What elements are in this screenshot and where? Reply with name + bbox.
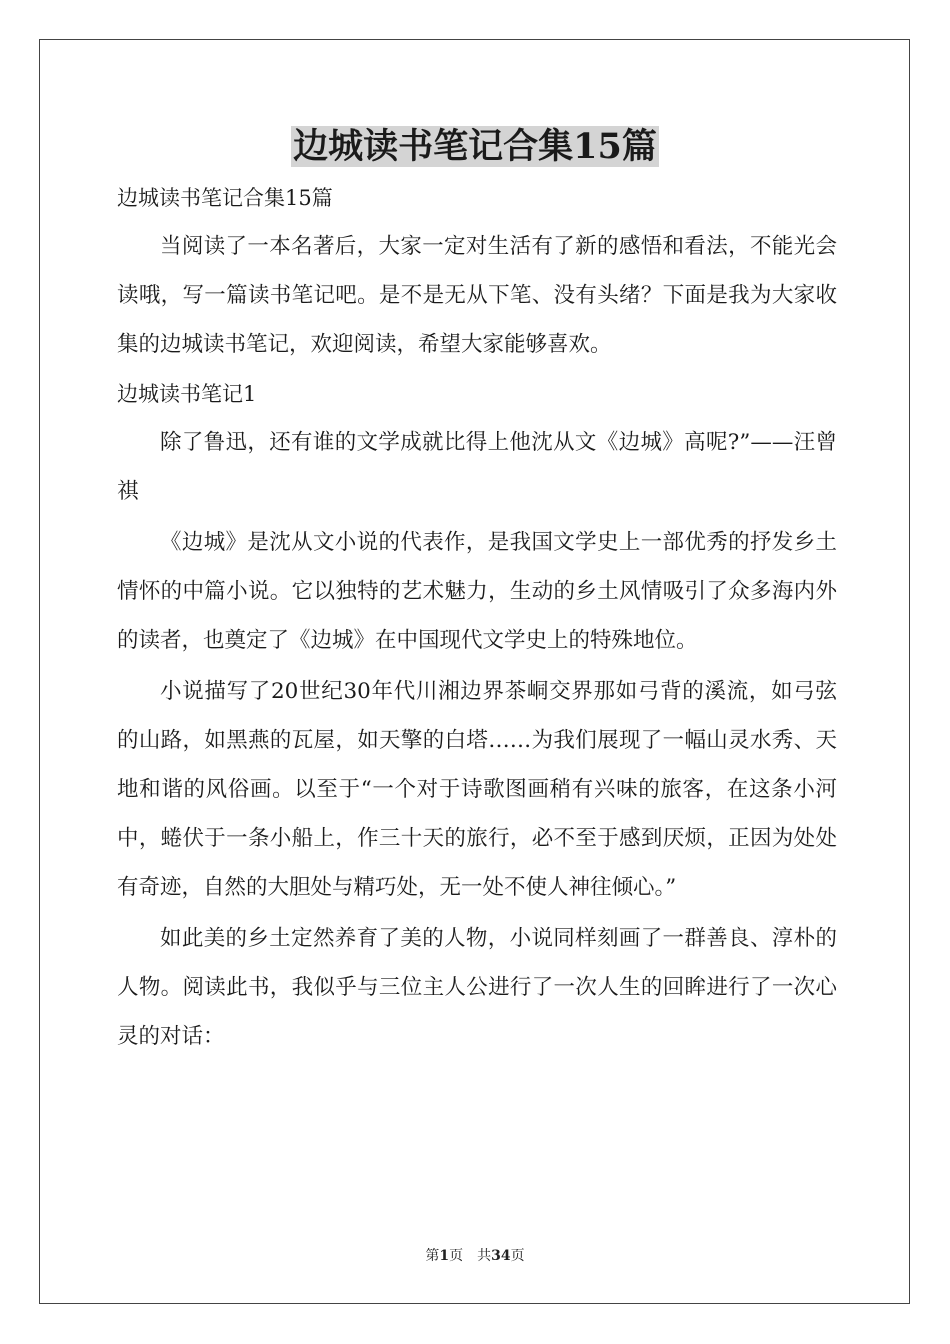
document-title-text: 边城读书笔记合集15篇 — [293, 126, 657, 167]
footer-total-pages: 34 — [491, 1248, 511, 1264]
footer-prefix: 第 — [425, 1248, 440, 1264]
footer-mid: 页 共 — [449, 1248, 492, 1264]
document-body — [117, 178, 837, 1061]
footer-suffix: 页 — [510, 1248, 525, 1264]
document-title — [0, 124, 950, 170]
body-paragraph-1: 《边城》是沈从文小说的代表作，是我国文学史上一部优秀的抒发乡土情怀的中篇小说。它以独特的艺术魅力，生动的乡土风情吸引了众多海内外的读者，也奠定了《边城》在中国现代文学史上的特殊地位。 — [117, 530, 837, 653]
section-heading: 边城读书笔记1 — [117, 382, 257, 406]
page-footer — [0, 1247, 950, 1265]
body-paragraph-2: 小说描写了20世纪30年代川湘边界茶峒交界那如弓背的溪流，如弓弦的山路，如黑燕的瓦屋，如天擎的白塔……为我们展现了一幅山灵水秀、天地和谐的风俗画。以至于“一个对于诗歌图画稍有兴味的旅客，在这条小河中，蜷伏于一条小船上，作三十天的旅行，必不至于感到厌烦，正因为处处有奇迹，自然的大胆处与精巧处，无一处不使人神往倾心。” — [117, 679, 837, 900]
quote-paragraph: 除了鲁迅，还有谁的文学成就比得上他沈从文《边城》高呢?”——汪曾祺 — [117, 430, 837, 504]
body-paragraph-3: 如此美的乡土定然养育了美的人物，小说同样刻画了一群善良、淳朴的人物。阅读此书，我似乎与三位主人公进行了一次人生的回眸进行了一次心灵的对话： — [117, 926, 837, 1049]
intro-paragraph: 当阅读了一本名著后，大家一定对生活有了新的感悟和看法，不能光会读哦，写一篇读书笔记吧。是不是无从下笔、没有头绪？下面是我为大家收集的边城读书笔记，欢迎阅读，希望大家能够喜欢。 — [117, 234, 837, 357]
document-subtitle: 边城读书笔记合集15篇 — [117, 186, 333, 210]
footer-page-number: 1 — [439, 1248, 450, 1264]
